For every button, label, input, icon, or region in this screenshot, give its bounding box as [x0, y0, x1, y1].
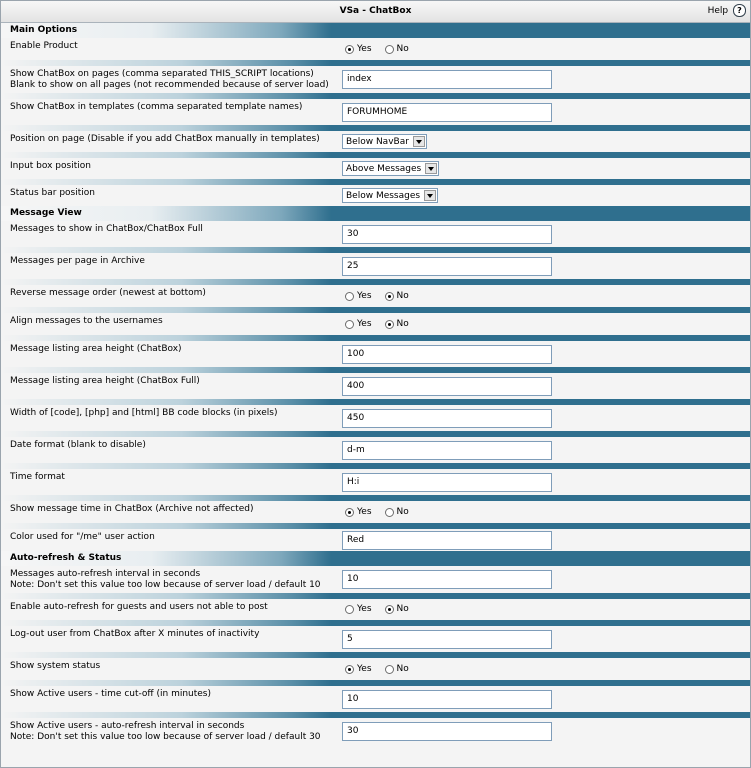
- setting-row-active-refresh: [1, 718, 750, 745]
- setting-label-line: Show ChatBox on pages (comma separated THIS_SCRIPT locations): [10, 69, 314, 79]
- radio-button-icon[interactable]: [345, 508, 354, 517]
- radio-option-label: Yes: [357, 604, 372, 614]
- panel-title: VSa - ChatBox: [339, 6, 412, 16]
- setting-row-messages-per-page: [1, 253, 750, 279]
- setting-label: [10, 440, 335, 451]
- code-width-input[interactable]: 450: [342, 409, 552, 428]
- setting-row-show-pages: [1, 66, 750, 93]
- refresh-guests-option-no[interactable]: [382, 604, 409, 615]
- select-value: Above Messages: [346, 163, 422, 174]
- radio-option-label: No: [396, 44, 409, 54]
- radio-option-label: Yes: [357, 507, 372, 517]
- setting-label-line: Color used for "/me" user action: [10, 532, 155, 542]
- setting-note-line: Note: Don't set this value too low because of server load / default 10: [10, 580, 321, 590]
- enable-product-option-no[interactable]: [382, 44, 409, 55]
- setting-label: [10, 376, 335, 387]
- setting-label-line: Input box position: [10, 161, 91, 171]
- setting-label-line: Show system status: [10, 661, 101, 671]
- setting-row-messages-show: [1, 221, 750, 247]
- help-link[interactable]: [708, 4, 746, 19]
- setting-row-height-chatbox: [1, 341, 750, 367]
- setting-label: [10, 689, 335, 700]
- setting-label: [10, 161, 335, 172]
- setting-label-line: Position on page (Disable if you add ChatBox manually in templates): [10, 134, 320, 144]
- setting-label: [10, 532, 335, 543]
- setting-label: [10, 504, 335, 515]
- help-label: Help: [707, 6, 729, 16]
- setting-note-line: Note: Don't set this value too low because of server load / default 30: [10, 732, 321, 742]
- setting-row-active-cutoff: [1, 686, 750, 712]
- setting-note-line: Blank to show on all pages (not recommended because of server load): [10, 80, 329, 90]
- setting-row-code-width: [1, 405, 750, 431]
- setting-label: [10, 661, 335, 672]
- radio-button-icon[interactable]: [345, 45, 354, 54]
- time-format-input[interactable]: H:i: [342, 473, 552, 492]
- show-templates-input[interactable]: FORUMHOME: [342, 103, 552, 122]
- radio-button-icon[interactable]: [385, 45, 394, 54]
- dropdown-arrow-icon[interactable]: [424, 190, 436, 201]
- setting-label: [10, 344, 335, 355]
- setting-label-line: Date format (blank to disable): [10, 440, 146, 450]
- radio-button-icon[interactable]: [345, 320, 354, 329]
- radio-button-icon[interactable]: [385, 508, 394, 517]
- active-cutoff-input[interactable]: 10: [342, 690, 552, 709]
- select-value: Below Messages: [346, 190, 421, 201]
- setting-row-me-color: [1, 529, 750, 551]
- radio-option-label: No: [396, 664, 409, 674]
- date-format-input[interactable]: d-m: [342, 441, 552, 460]
- radio-button-icon[interactable]: [345, 605, 354, 614]
- setting-label: [10, 224, 335, 235]
- setting-label-line: Enable Product: [10, 41, 78, 51]
- setting-label-line: Show Active users - auto-refresh interval in seconds: [10, 721, 245, 731]
- height-full-input[interactable]: 400: [342, 377, 552, 396]
- radio-button-icon[interactable]: [345, 292, 354, 301]
- reverse-order-radio-group: [342, 291, 419, 302]
- select-value: Below NavBar: [346, 136, 409, 147]
- radio-option-label: No: [396, 319, 409, 329]
- setting-label: [10, 602, 335, 613]
- align-messages-option-no[interactable]: [382, 319, 409, 330]
- system-status-option-no[interactable]: [382, 664, 409, 675]
- setting-row-refresh-guests: [1, 599, 750, 620]
- setting-label-line: Log-out user from ChatBox after X minutes of inactivity: [10, 629, 260, 639]
- setting-label: [10, 408, 335, 419]
- setting-row-align-messages: [1, 313, 750, 335]
- radio-button-icon[interactable]: [385, 320, 394, 329]
- panel-title-bar: [1, 1, 750, 23]
- radio-option-label: Yes: [357, 44, 372, 54]
- reverse-order-option-no[interactable]: [382, 291, 409, 302]
- refresh-guests-radio-group: [342, 604, 419, 615]
- setting-label: [10, 472, 335, 483]
- setting-label-line: Align messages to the usernames: [10, 316, 163, 326]
- section-header-auto-refresh: Auto-refresh & Status: [1, 551, 750, 566]
- setting-label: [10, 721, 335, 743]
- setting-row-enable-product: [1, 38, 750, 60]
- radio-option-label: No: [396, 291, 409, 301]
- radio-option-label: Yes: [357, 319, 372, 329]
- setting-label: [10, 134, 335, 145]
- reverse-order-option-yes[interactable]: [342, 291, 372, 302]
- refresh-interval-input[interactable]: 10: [342, 570, 552, 589]
- messages-show-input[interactable]: 30: [342, 225, 552, 244]
- setting-label: [10, 288, 335, 299]
- setting-label: [10, 256, 335, 267]
- setting-label-line: Status bar position: [10, 188, 95, 198]
- setting-row-position: [1, 131, 750, 152]
- height-chatbox-input[interactable]: 100: [342, 345, 552, 364]
- messages-per-page-input[interactable]: 25: [342, 257, 552, 276]
- refresh-guests-option-yes[interactable]: [342, 604, 372, 615]
- setting-label-line: Message listing area height (ChatBox): [10, 344, 182, 354]
- me-color-input[interactable]: Red: [342, 531, 552, 550]
- dropdown-arrow-icon[interactable]: [425, 163, 437, 174]
- enable-product-radio-group: [342, 44, 419, 55]
- logout-minutes-input[interactable]: 5: [342, 630, 552, 649]
- align-messages-radio-group: [342, 319, 419, 330]
- system-status-radio-group: [342, 664, 419, 675]
- setting-label: [10, 316, 335, 327]
- setting-label-line: Messages auto-refresh interval in seconds: [10, 569, 201, 579]
- setting-row-time-format: [1, 469, 750, 495]
- radio-option-label: No: [396, 604, 409, 614]
- setting-row-show-templates: [1, 99, 750, 125]
- section-header-main-options: Main Options: [1, 23, 750, 38]
- show-time-option-no[interactable]: [382, 507, 409, 518]
- radio-button-icon[interactable]: [385, 292, 394, 301]
- help-icon[interactable]: ?: [733, 4, 746, 17]
- status-position-select[interactable]: [342, 188, 438, 203]
- setting-row-show-time: [1, 501, 750, 523]
- radio-option-label: No: [396, 507, 409, 517]
- radio-button-icon[interactable]: [385, 665, 394, 674]
- setting-label-line: Messages to show in ChatBox/ChatBox Full: [10, 224, 203, 234]
- setting-row-input-position: [1, 158, 750, 179]
- setting-row-status-position: [1, 185, 750, 206]
- radio-button-icon[interactable]: [385, 605, 394, 614]
- setting-label: [10, 41, 335, 52]
- radio-option-label: Yes: [357, 291, 372, 301]
- setting-row-height-full: [1, 373, 750, 399]
- input-position-select[interactable]: [342, 161, 439, 176]
- setting-label-line: Reverse message order (newest at bottom): [10, 288, 206, 298]
- show-time-option-yes[interactable]: [342, 507, 372, 518]
- system-status-option-yes[interactable]: [342, 664, 372, 675]
- setting-label-line: Message listing area height (ChatBox Full): [10, 376, 200, 386]
- setting-label-line: Time format: [10, 472, 65, 482]
- setting-row-date-format: [1, 437, 750, 463]
- setting-label: [10, 102, 335, 113]
- position-select[interactable]: [342, 134, 427, 149]
- setting-label: [10, 69, 335, 91]
- setting-label: [10, 569, 335, 591]
- setting-label-line: Show message time in ChatBox (Archive not affected): [10, 504, 254, 514]
- enable-product-option-yes[interactable]: [342, 44, 372, 55]
- setting-label-line: Messages per page in Archive: [10, 256, 145, 266]
- radio-option-label: Yes: [357, 664, 372, 674]
- setting-row-system-status: [1, 658, 750, 680]
- show-time-radio-group: [342, 507, 419, 518]
- setting-row-reverse-order: [1, 285, 750, 307]
- setting-label: [10, 188, 335, 199]
- setting-row-logout-minutes: [1, 626, 750, 652]
- active-refresh-input[interactable]: 30: [342, 722, 552, 741]
- setting-label-line: Enable auto-refresh for guests and users not able to post: [10, 602, 268, 612]
- setting-label-line: Width of [code], [php] and [html] BB code blocks (in pixels): [10, 408, 278, 418]
- setting-label-line: Show Active users - time cut-off (in minutes): [10, 689, 212, 699]
- setting-row-refresh-interval: [1, 566, 750, 593]
- section-header-message-view: Message View: [1, 206, 750, 221]
- align-messages-option-yes[interactable]: [342, 319, 372, 330]
- dropdown-arrow-icon[interactable]: [413, 136, 425, 147]
- setting-label-line: Show ChatBox in templates (comma separated template names): [10, 102, 303, 112]
- setting-label: [10, 629, 335, 640]
- radio-button-icon[interactable]: [345, 665, 354, 674]
- show-pages-input[interactable]: index: [342, 70, 552, 89]
